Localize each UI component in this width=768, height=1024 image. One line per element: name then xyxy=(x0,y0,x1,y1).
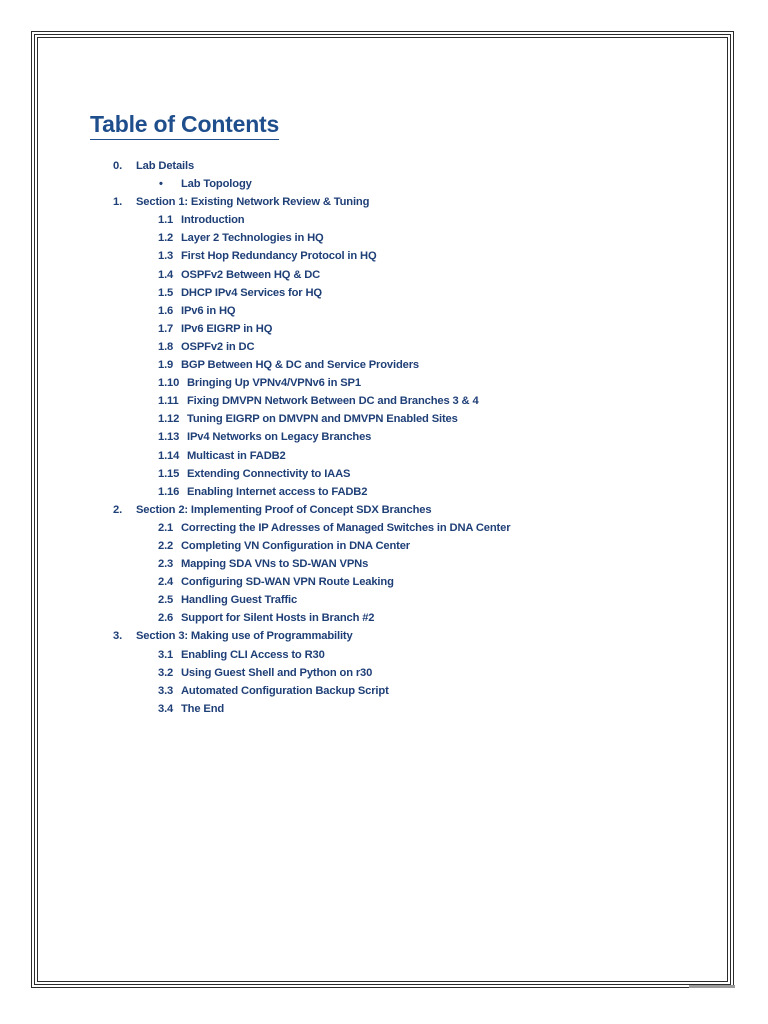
toc-entry[interactable] xyxy=(0,392,768,410)
toc-entry-number: 1.6 xyxy=(158,304,174,317)
toc-entry-number: 1.4 xyxy=(158,268,174,281)
toc-entry-number: 1.1 xyxy=(158,214,174,227)
toc-entry[interactable] xyxy=(0,211,768,229)
toc-entry[interactable] xyxy=(0,302,768,320)
toc-entry-label: Introduction xyxy=(181,214,245,227)
toc-entry-number: 3.4 xyxy=(158,702,174,715)
toc-entry-number: 2.6 xyxy=(158,612,174,625)
toc-entry[interactable] xyxy=(0,428,768,446)
toc-entry-label: First Hop Redundancy Protocol in HQ xyxy=(181,250,377,263)
page-corner-mark xyxy=(689,985,735,988)
toc-entry-label: Extending Connectivity to IAAS xyxy=(187,467,351,480)
toc-entry-label: Section 2: Implementing Proof of Concept SDX Branches xyxy=(136,503,432,516)
toc-entry-number: 3.1 xyxy=(158,648,174,661)
toc-entry-number: 3.2 xyxy=(158,666,174,679)
toc-entry[interactable] xyxy=(0,266,768,284)
toc-entry[interactable] xyxy=(0,682,768,700)
toc-entry-number: 1.12 xyxy=(158,413,180,426)
toc-entry[interactable] xyxy=(0,157,768,175)
toc-entry-number: 2. xyxy=(113,503,123,516)
toc-heading: Table of Contents xyxy=(90,110,279,140)
toc-entry[interactable] xyxy=(0,320,768,338)
toc-entry[interactable] xyxy=(0,501,768,519)
toc-entry-label: OSPFv2 Between HQ & DC xyxy=(181,268,321,281)
toc-list xyxy=(0,157,768,718)
toc-entry-label: Tuning EIGRP on DMVPN and DMVPN Enabled Sites xyxy=(187,413,458,426)
toc-entry-label: Handling Guest Traffic xyxy=(181,594,298,607)
toc-entry[interactable] xyxy=(0,465,768,483)
toc-entry-number: 2.4 xyxy=(158,576,174,589)
toc-entry-number: 2.1 xyxy=(158,521,174,534)
toc-entry-label: Multicast in FADB2 xyxy=(187,449,286,462)
toc-entry-label: Completing VN Configuration in DNA Center xyxy=(181,539,410,552)
toc-entry[interactable] xyxy=(0,374,768,392)
toc-entry-label: IPv4 Networks on Legacy Branches xyxy=(187,431,372,444)
toc-entry-number: 1.13 xyxy=(158,431,180,444)
toc-entry-label: Automated Configuration Backup Script xyxy=(181,684,389,697)
toc-entry-number: 3. xyxy=(113,630,123,643)
toc-entry[interactable] xyxy=(0,519,768,537)
toc-entry-number: 2.2 xyxy=(158,539,174,552)
toc-entry-number: 1.9 xyxy=(158,359,174,372)
toc-entry-number: 1.3 xyxy=(158,250,174,263)
toc-entry[interactable] xyxy=(0,537,768,555)
toc-entry[interactable] xyxy=(0,229,768,247)
toc-entry-number: 1.15 xyxy=(158,467,180,480)
toc-entry[interactable] xyxy=(0,247,768,265)
toc-entry[interactable] xyxy=(0,591,768,609)
toc-entry[interactable] xyxy=(0,193,768,211)
toc-entry-label: OSPFv2 in DC xyxy=(181,340,255,353)
toc-entry[interactable] xyxy=(0,664,768,682)
toc-entry-label: Configuring SD-WAN VPN Route Leaking xyxy=(181,576,394,589)
toc-entry-number: 1.14 xyxy=(158,449,180,462)
toc-entry[interactable] xyxy=(0,338,768,356)
toc-entry-label: Enabling CLI Access to R30 xyxy=(181,648,325,661)
toc-entry[interactable] xyxy=(0,700,768,718)
toc-entry[interactable] xyxy=(0,646,768,664)
toc-entry[interactable] xyxy=(0,284,768,302)
toc-entry-label: Enabling Internet access to FADB2 xyxy=(187,485,368,498)
toc-entry-label: Support for Silent Hosts in Branch #2 xyxy=(181,612,375,625)
toc-entry-label: IPv6 EIGRP in HQ xyxy=(181,322,273,335)
toc-bullet: • xyxy=(159,178,163,191)
toc-entry-label: Layer 2 Technologies in HQ xyxy=(181,232,324,245)
toc-entry-label: BGP Between HQ & DC and Service Providers xyxy=(181,359,419,372)
toc-entry-number: 1.16 xyxy=(158,485,180,498)
toc-entry-number: 1.8 xyxy=(158,340,174,353)
toc-entry-label: Section 1: Existing Network Review & Tuning xyxy=(136,196,370,209)
toc-entry-number: 1.7 xyxy=(158,322,174,335)
toc-entry[interactable] xyxy=(0,627,768,645)
toc-entry[interactable] xyxy=(0,410,768,428)
toc-entry[interactable] xyxy=(0,447,768,465)
toc-entry-label: Bringing Up VPNv4/VPNv6 in SP1 xyxy=(187,377,361,390)
toc-entry[interactable] xyxy=(0,356,768,374)
toc-entry-label: IPv6 in HQ xyxy=(181,304,236,317)
toc-entry-number: 1.11 xyxy=(158,395,179,408)
toc-entry-number: 1.10 xyxy=(158,377,180,390)
toc-entry-label: The End xyxy=(181,702,225,715)
toc-entry[interactable] xyxy=(0,609,768,627)
toc-entry-label: Correcting the IP Adresses of Managed Switches in DNA Center xyxy=(181,521,511,534)
toc-entry[interactable] xyxy=(0,483,768,501)
toc-entry[interactable] xyxy=(0,573,768,591)
toc-entry-number: 1.5 xyxy=(158,286,174,299)
toc-entry-label: DHCP IPv4 Services for HQ xyxy=(181,286,322,299)
toc-entry-number: 3.3 xyxy=(158,684,174,697)
toc-entry-label: Lab Topology xyxy=(181,178,252,191)
toc-entry-label: Fixing DMVPN Network Between DC and Branches 3 & 4 xyxy=(187,395,479,408)
toc-entry[interactable] xyxy=(0,175,768,193)
toc-entry-number: 2.3 xyxy=(158,558,174,571)
toc-entry[interactable] xyxy=(0,555,768,573)
toc-entry-number: 2.5 xyxy=(158,594,174,607)
toc-entry-label: Section 3: Making use of Programmability xyxy=(136,630,353,643)
toc-entry-number: 0. xyxy=(113,160,123,172)
toc-entry-label: Using Guest Shell and Python on r30 xyxy=(181,666,373,679)
toc-entry-number: 1.2 xyxy=(158,232,174,245)
toc-entry-label: Mapping SDA VNs to SD-WAN VPNs xyxy=(181,558,369,571)
toc-entry-number: 1. xyxy=(113,196,123,209)
toc-entry-label: Lab Details xyxy=(136,160,195,172)
